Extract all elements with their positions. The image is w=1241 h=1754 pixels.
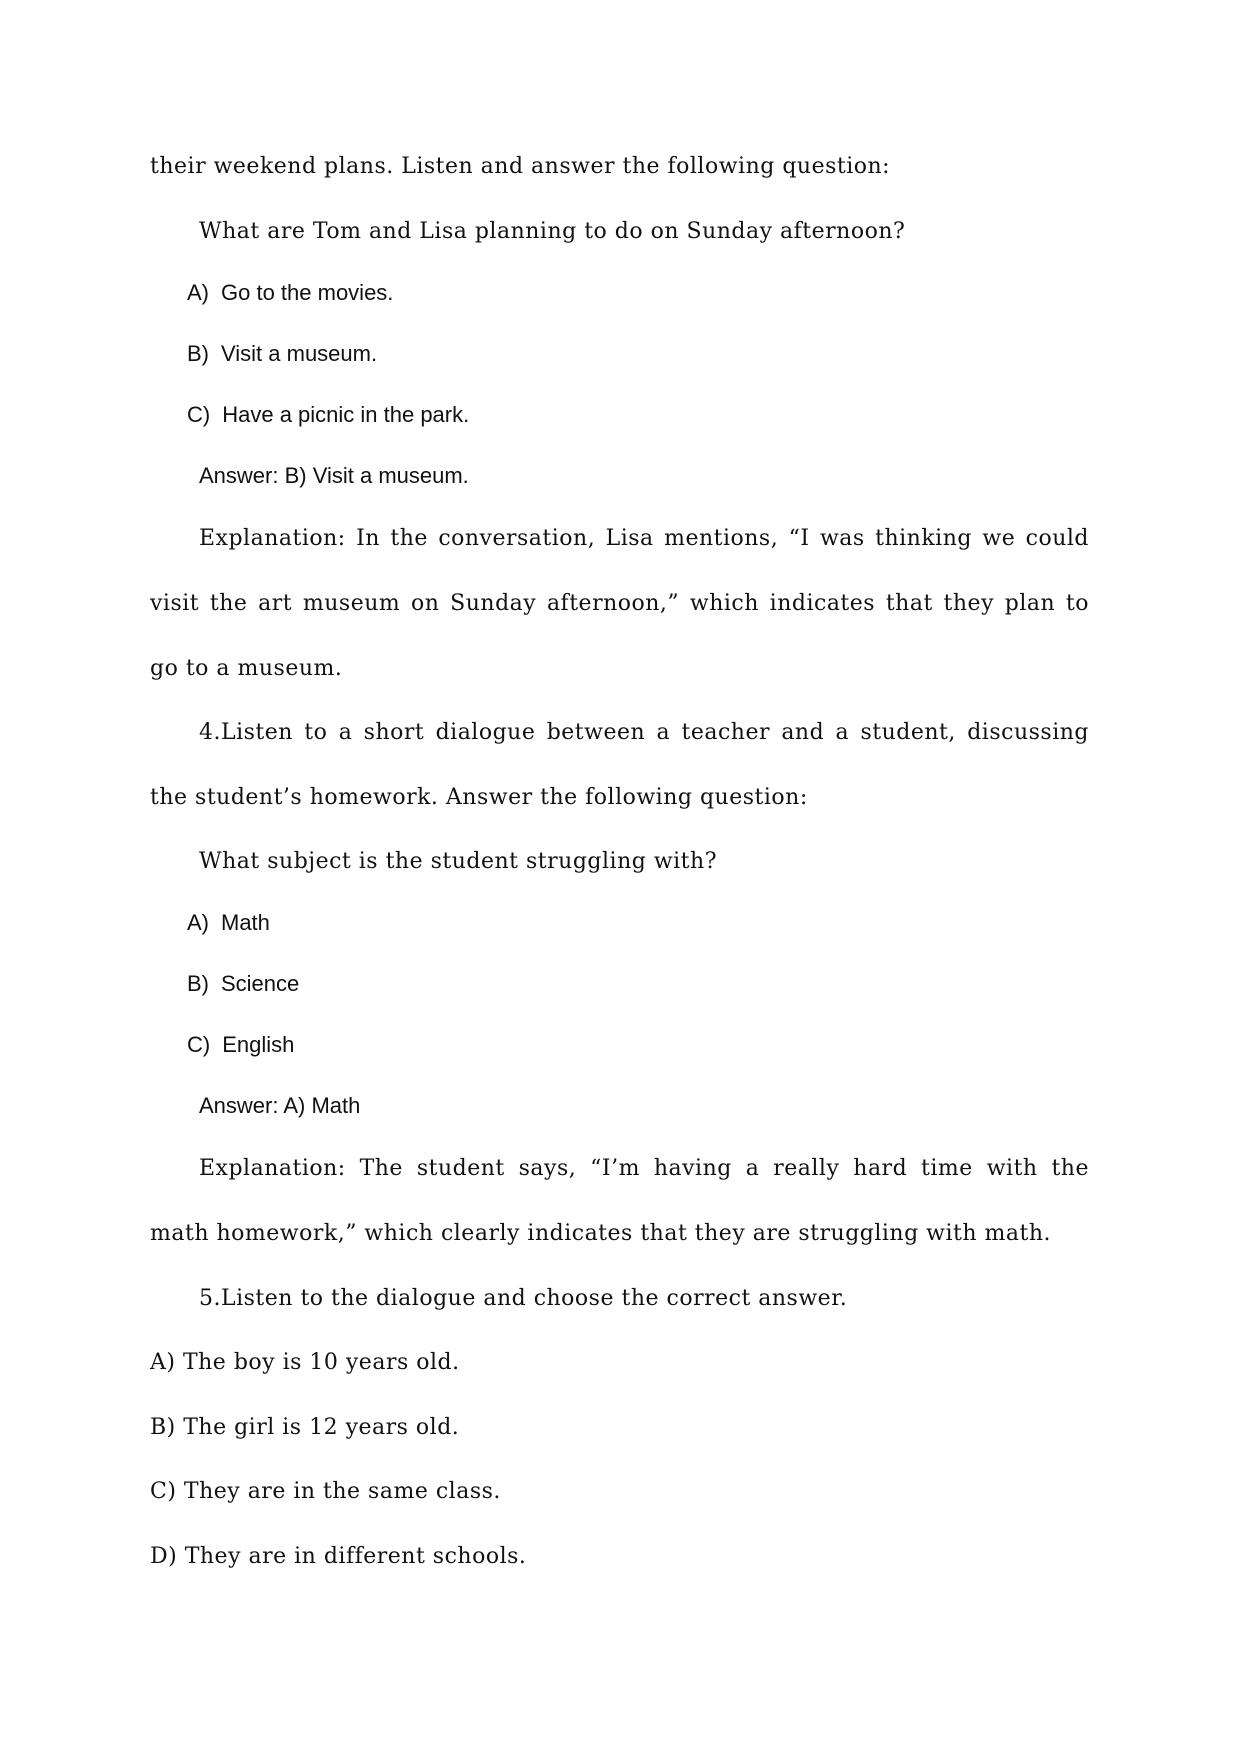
q3-explanation-line-1: Explanation: In the conversation, Lisa mentions, “I was thinking we could [199, 526, 1089, 551]
option-letter: A) [187, 280, 209, 305]
q5-intro: 5.Listen to the dialogue and choose the correct answer. [199, 1286, 848, 1311]
option-text: English [222, 1032, 295, 1057]
q3-option-c [187, 404, 469, 426]
option-text: Math [221, 910, 270, 935]
option-text: Go to the movies. [221, 280, 394, 305]
q5-option-d: D) They are in different schools. [150, 1544, 527, 1569]
option-letter: A) [187, 910, 209, 935]
q5-option-a: A) The boy is 10 years old. [150, 1350, 460, 1375]
q5-option-b: B) The girl is 12 years old. [150, 1415, 460, 1440]
q3-question: What are Tom and Lisa planning to do on Sunday afternoon? [199, 219, 906, 244]
q4-question: What subject is the student struggling with? [199, 849, 717, 874]
q4-answer: Answer: A) Math [199, 1093, 361, 1118]
q4-option-a [187, 912, 270, 934]
q4-explanation-line-1: Explanation: The student says, “I’m having a really hard time with the [199, 1156, 1089, 1181]
option-letter: C) [187, 1032, 211, 1057]
option-letter: B) [187, 971, 209, 996]
q4-option-c [187, 1034, 294, 1056]
option-text: Science [221, 971, 300, 996]
option-letter: C) [187, 402, 211, 427]
q4-explanation-line-2: math homework,” which clearly indicates that they are struggling with math. [150, 1221, 1052, 1246]
option-text: Visit a museum. [221, 341, 378, 366]
q3-explanation-line-2: visit the art museum on Sunday afternoon,” which indicates that they plan to [150, 591, 1089, 616]
q4-option-b [187, 973, 299, 995]
q3-option-a [187, 282, 393, 304]
option-text: Have a picnic in the park. [222, 402, 470, 427]
q4-intro-line-1: 4.Listen to a short dialogue between a teacher and a student, discussing [199, 720, 1089, 745]
q3-explanation-line-3: go to a museum. [150, 656, 343, 681]
q5-option-c: C) They are in the same class. [150, 1479, 501, 1504]
q3-option-b [187, 343, 377, 365]
q3-answer: Answer: B) Visit a museum. [199, 463, 469, 488]
option-letter: B) [187, 341, 209, 366]
q3-intro-continued: their weekend plans. Listen and answer the following question: [150, 154, 891, 179]
q4-intro-line-2: the student’s homework. Answer the following question: [150, 785, 808, 810]
